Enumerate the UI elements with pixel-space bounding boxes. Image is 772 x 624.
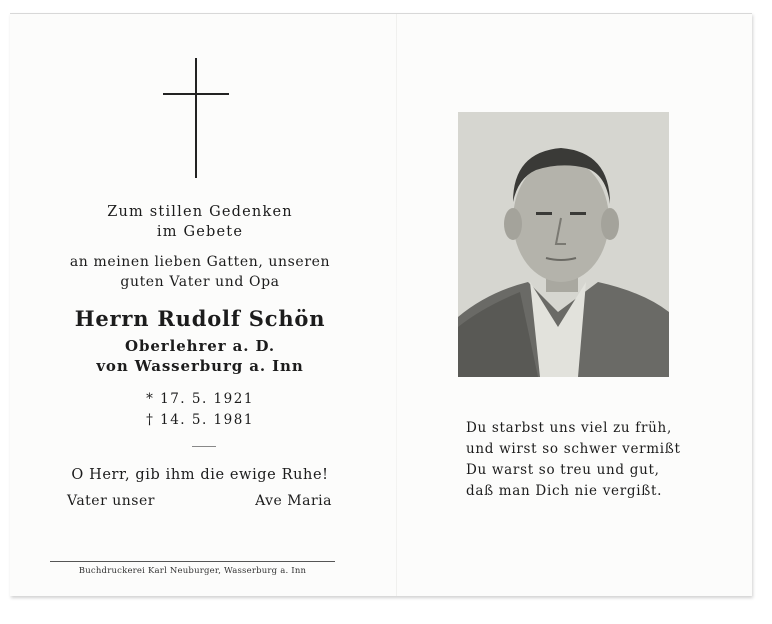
title-line-2: von Wasserburg a. Inn xyxy=(96,357,304,375)
printer-credit: Buchdruckerei Karl Neuburger, Wasserburg a. Inn xyxy=(78,566,307,576)
portrait-photo xyxy=(458,112,669,377)
intro-line-1: an meinen lieben Gatten, unseren xyxy=(69,254,331,270)
deceased-name: Herrn Rudolf Schön xyxy=(74,306,326,331)
heading-line-1: Zum stillen Gedenken xyxy=(107,204,293,220)
divider xyxy=(192,446,216,447)
prayer-row xyxy=(67,493,332,509)
poem-line-2: und wirst so schwer vermißt xyxy=(466,441,681,457)
title-line-1: Oberlehrer a. D. xyxy=(125,337,275,355)
card-fold xyxy=(396,14,397,596)
prayer-left: Vater unser xyxy=(67,493,155,509)
death-date: † 14. 5. 1981 xyxy=(146,412,254,428)
prayer-right: Ave Maria xyxy=(255,493,332,509)
cross-icon xyxy=(163,58,229,178)
poem-line-4: daß man Dich nie vergißt. xyxy=(466,483,663,499)
intro-line-2: guten Vater und Opa xyxy=(120,274,280,290)
poem-line-3: Du warst so treu und gut, xyxy=(466,462,660,478)
memorial-card xyxy=(10,13,752,596)
poem-line-1: Du starbst uns viel zu früh, xyxy=(466,420,672,436)
birth-date: * 17. 5. 1921 xyxy=(146,391,254,407)
bottom-rule xyxy=(50,561,335,562)
prayer-text: O Herr, gib ihm die ewige Ruhe! xyxy=(71,467,329,483)
poem xyxy=(466,418,686,502)
heading-line-2: im Gebete xyxy=(156,224,244,240)
